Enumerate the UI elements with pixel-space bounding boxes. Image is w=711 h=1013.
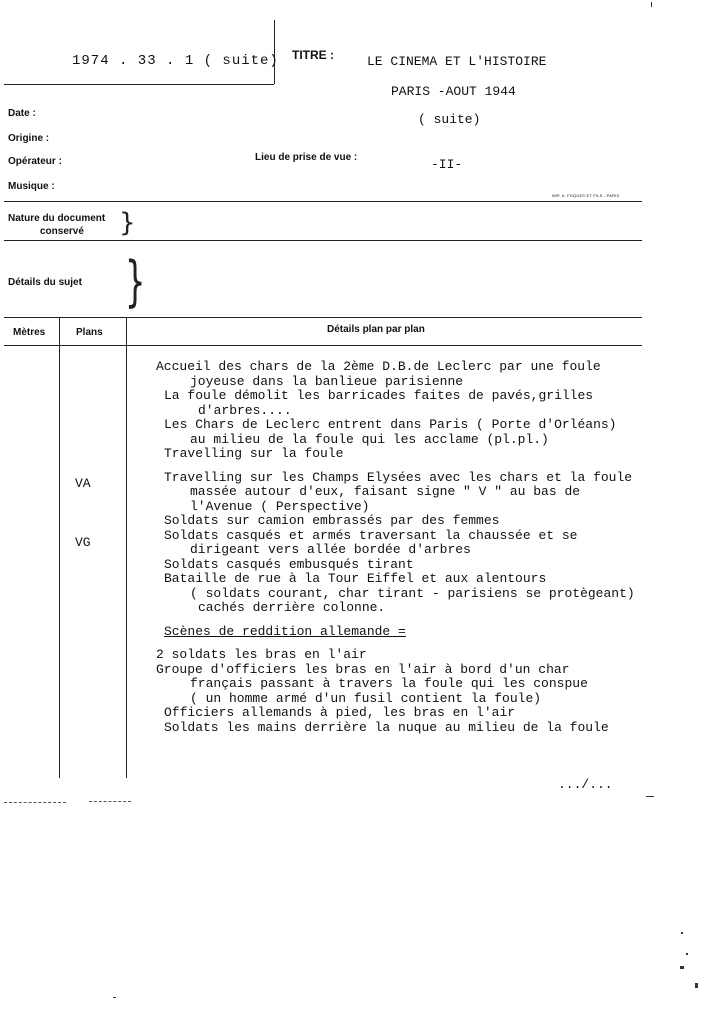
detail-line: joyeuse dans la banlieue parisienne [190, 373, 464, 389]
detail-line: l'Avenue ( Perspective) [190, 498, 370, 514]
scan-speck [695, 983, 698, 988]
nature-separator [4, 240, 642, 241]
reference-number: 1974 . 33 . 1 ( suite) [72, 53, 279, 69]
detail-line: ( soldats courant, char tirant - parisiens se protègeant) [190, 585, 635, 601]
column-divider-2 [126, 318, 127, 778]
detail-line: 2 soldats les bras en l'air [156, 647, 367, 662]
table-header-separator [4, 345, 642, 346]
detail-line: dirigeant vers allée bordée d'arbres [190, 542, 471, 557]
lieu-label: Lieu de prise de vue : [255, 152, 358, 163]
scan-speck [681, 932, 683, 934]
plan-code-vg: VG [75, 535, 91, 550]
titre-line-3: ( suite) [418, 112, 481, 127]
detail-line: La foule démolit les barricades faites de pavés,grilles [164, 388, 594, 403]
detail-line: Soldats casqués embusqués tirant [164, 556, 414, 572]
titre-line-2: PARIS -AOUT 1944 [391, 84, 516, 99]
scan-speck [646, 796, 654, 797]
detail-line: ( un homme armé d'un fusil contient la foule) [190, 690, 542, 706]
continuation-marker: .../... [558, 777, 613, 792]
detail-line: Travelling sur la foule [164, 446, 344, 461]
detail-line: cachés derrière colonne. [198, 600, 386, 615]
detail-line: Bataille de rue à la Tour Eiffel et aux alentours [164, 571, 547, 586]
plan-code-va: VA [75, 476, 91, 491]
detail-line: massée autour d'eux, faisant signe " V " au bas de [190, 484, 581, 499]
origine-label: Origine : [8, 133, 50, 144]
scan-speck [651, 2, 652, 7]
details-text-block [156, 359, 635, 734]
detail-line: français passant à travers la foule qui les conspue [190, 676, 588, 691]
column-divider-1 [59, 318, 60, 778]
operateur-label: Opérateur : [8, 156, 62, 167]
lieu-value: -II- [431, 157, 463, 172]
detail-line: Travelling sur les Champs Elysées avec les chars et la foule [164, 469, 633, 485]
details-sujet-label: Détails du sujet [8, 277, 82, 288]
nature-brace: } [119, 208, 136, 238]
scan-speck [680, 966, 684, 969]
header-separator [4, 201, 642, 202]
detail-line: Officiers allemands à pied, les bras en l'air [164, 705, 516, 720]
printer-imprint: IMP. A. FOQUES ET FILS - PARIS [552, 193, 620, 198]
reference-box-right-border [274, 20, 275, 84]
column-header-plans: Plans [76, 327, 103, 338]
footer-dash-left [4, 802, 66, 803]
detail-line: d'arbres.... [198, 402, 292, 418]
sujet-separator [4, 317, 642, 318]
detail-line: Soldats les mains derrière la nuque au milieu de la foule [164, 719, 609, 735]
detail-line: Soldats sur camion embrassés par des femmes [164, 513, 500, 528]
footer-dash-mid [89, 801, 131, 802]
scan-speck [686, 953, 688, 955]
nature-label-line-1: Nature du document [8, 213, 106, 224]
column-header-details: Détails plan par plan [327, 324, 425, 335]
detail-section-heading: Scènes de reddition allemande = [164, 623, 406, 639]
date-label: Date : [8, 108, 36, 119]
details-sujet-brace: } [124, 250, 146, 313]
detail-line: Groupe d'officiers les bras en l'air à bord d'un char [156, 661, 570, 677]
reference-box-bottom-border [4, 84, 274, 85]
column-header-metres: Mètres [13, 327, 46, 338]
musique-label: Musique : [8, 181, 55, 192]
detail-line: au milieu de la foule qui les acclame (pl.pl.) [190, 431, 549, 447]
detail-line: Les Chars de Leclerc entrent dans Paris ( Porte d'Orléans) [164, 417, 617, 432]
titre-line-1: LE CINEMA ET L'HISTOIRE [367, 54, 547, 69]
detail-line: Soldats casqués et armés traversant la chaussée et se [164, 527, 578, 543]
detail-line: Accueil des chars de la 2ème D.B.de Leclerc par une foule [156, 359, 601, 374]
scan-speck [113, 997, 116, 998]
nature-label-line-2: conservé [40, 226, 84, 237]
titre-label: TITRE : [292, 48, 334, 62]
